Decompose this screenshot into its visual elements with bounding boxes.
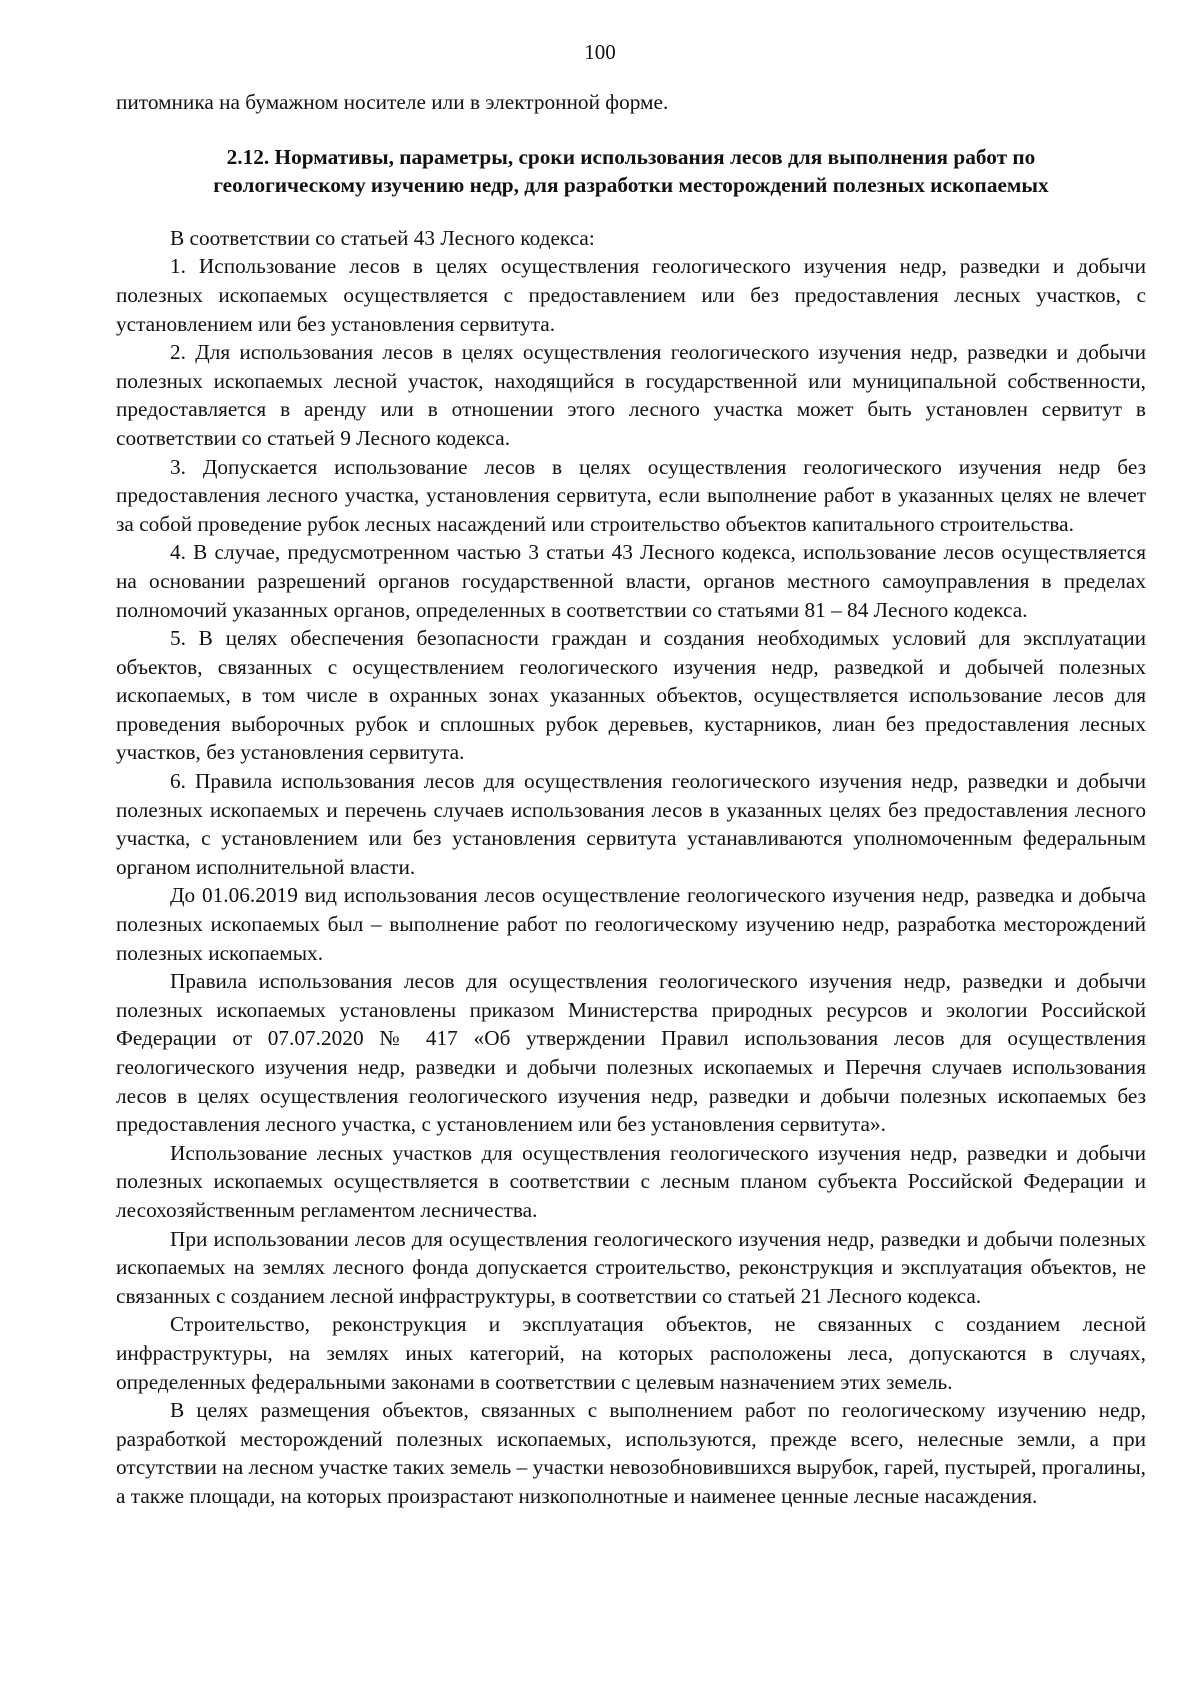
section-heading-line-1: 2.12. Нормативы, параметры, сроки использования лесов для выполнения работ по <box>226 144 1036 169</box>
paragraph-construction-other-lands: Строительство, реконструкция и эксплуатация объектов, не связанных с созданием лесной инфраструктуры, на землях иных категорий, на которых расположены леса, допускаются в случаях, определенных федеральными законами в соответствии с целевым назначением этих земель. <box>116 1312 1146 1394</box>
continuation-text: питомника на бумажном носителе или в электронной форме. <box>116 90 669 114</box>
section-heading <box>116 143 1146 200</box>
page-number: 100 <box>584 40 616 64</box>
paragraph-construction-forest-fund: При использовании лесов для осуществления геологического изучения недр, разведки и добычи полезных ископаемых на землях лесного фонда допускается строительство, реконструкция и эксплуатация объектов, не связанных с созданием лесной инфраструктуры, в соответствии со статьей 21 Лесного кодекса. <box>116 1226 1146 1308</box>
document-body <box>116 88 1146 1511</box>
paragraph-item-1: 1. Использование лесов в целях осуществления геологического изучения недр, разведки и добычи полезных ископаемых осуществляется с предоставлением или без предоставления лесных участков, с установлением или без установления сервитута. <box>116 254 1146 336</box>
paragraph-rules-order: Правила использования лесов для осуществления геологического изучения недр, разведки и добычи полезных ископаемых установлены приказом Министерства природных ресурсов и экологии Российской Федерации от 07.07.2020 № 417 «Об утверждении Правил использования лесов для осуществления геологического изучения недр, разведки и добычи полезных ископаемых и Перечня случаев использования лесов в целях осуществления геологического изучения недр, разведки и добычи полезных ископаемых без предоставления лесного участка, с установлением или без установления сервитута». <box>116 969 1146 1137</box>
paragraph-history: До 01.06.2019 вид использования лесов осуществление геологического изучения недр, разведка и добыча полезных ископаемых был – выполнение работ по геологическому изучению недр, разработка месторождений полезных ископаемых. <box>116 883 1146 965</box>
paragraph-placement: В целях размещения объектов, связанных с выполнением работ по геологическому изучению недр, разработкой месторождений полезных ископаемых, используются, прежде всего, нелесные земли, а при отсутствии на лесном участке таких земель – участки невозобновившихся вырубок, гарей, пустырей, прогалины, а также площади, на которых произрастают низкополнотные и наименее ценные лесные насаждения. <box>116 1398 1146 1508</box>
paragraph-forest-plan: Использование лесных участков для осуществления геологического изучения недр, разведки и добычи полезных ископаемых осуществляется в соответствии с лесным планом субъекта Российской Федерации и лесохозяйственным регламентом лесничества. <box>116 1140 1146 1222</box>
paragraph-item-4: 4. В случае, предусмотренном частью 3 статьи 43 Лесного кодекса, использование лесов осуществляется на основании разрешений органов государственной власти, органов местного самоуправления в пределах полномочий указанных органов, определенных в соответствии со статьями 81 – 84 Лесного кодекса. <box>116 540 1146 622</box>
paragraph-item-2: 2. Для использования лесов в целях осуществления геологического изучения недр, разведки и добычи полезных ископаемых лесной участок, находящийся в государственной или муниципальной собственности, предоставляется в аренду или в отношении этого лесного участка может быть установлен сервитут в соответствии со статьей 9 Лесного кодекса. <box>116 340 1146 450</box>
paragraph-item-3: 3. Допускается использование лесов в целях осуществления геологического изучения недр без предоставления лесного участка, установления сервитута, если выполнение работ в указанных целях не влечет за собой проведение рубок лесных насаждений или строительство объектов капитального строительства. <box>116 454 1146 536</box>
paragraph-intro: В соответствии со статьей 43 Лесного кодекса: <box>170 225 595 250</box>
paragraph-item-5: 5. В целях обеспечения безопасности граждан и создания необходимых условий для эксплуатации объектов, связанных с осуществлением геологического изучения недр, разведкой и добычей полезных ископаемых, в том числе в охранных зонах указанных объектов, осуществляется использование лесов для проведения выборочных рубок и сплошных рубок деревьев, кустарников, лиан без предоставления лесных участков, без установления сервитута. <box>116 626 1146 765</box>
section-heading-line-2: геологическому изучению недр, для разработки месторождений полезных ископаемых <box>213 173 1049 198</box>
paragraph-item-6: 6. Правила использования лесов для осуществления геологического изучения недр, разведки и добычи полезных ископаемых и перечень случаев использования лесов в указанных целях без предоставления лесного участка, с установлением или без установления сервитута устанавливаются уполномоченным федеральным органом исполнительной власти. <box>116 769 1146 879</box>
